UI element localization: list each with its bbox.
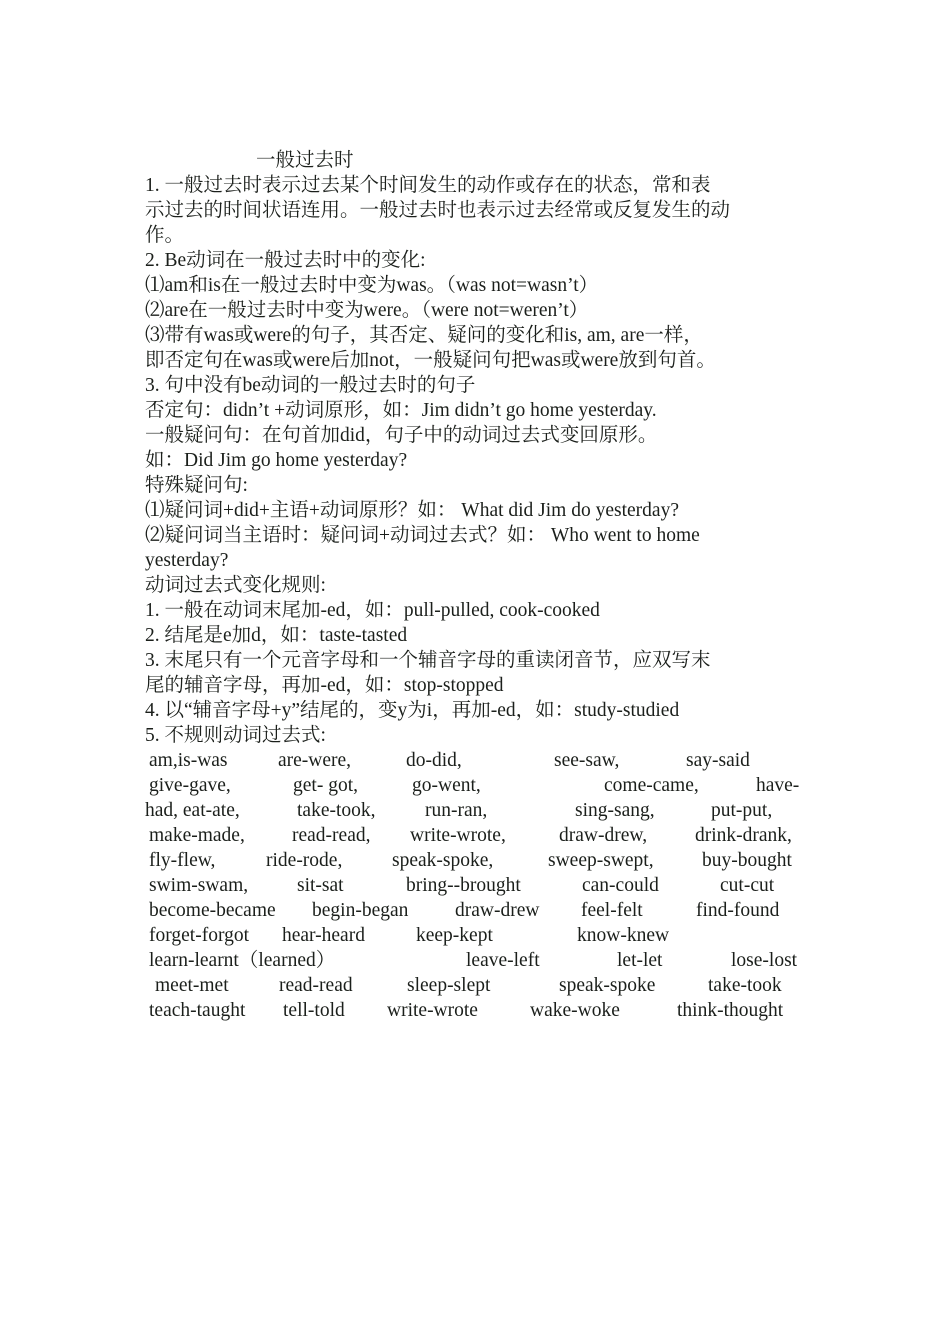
verb-pair: get- got, [293,775,358,796]
verb-pair: drink-drank, [695,825,792,846]
text-line: 1. 一般在动词末尾加-ed，如：pull-pulled, cook-cooked [145,600,600,621]
verb-pair: draw-drew, [559,825,648,846]
verb-pair: go-went, [412,775,481,796]
verb-pair: wake-woke [530,1000,620,1021]
verb-pair: tell-told [283,1000,345,1021]
verb-pair: know-knew [577,925,670,946]
verb-pair: swim-swam, [149,875,249,896]
verb-pair: can-could [582,875,659,896]
verb-pair: speak-spoke [559,975,656,996]
verb-pair: take-took, [297,800,376,821]
verb-pair: see-saw, [554,750,620,771]
verb-pair: give-gave, [149,775,231,796]
text-line: 作。 [145,225,185,246]
verb-pair: sing-sang, [575,800,655,821]
verb-pair: hear-heard [282,925,365,946]
verb-pair: lose-lost [731,950,798,971]
verb-pair: feel-felt [581,900,643,921]
text-line: 尾的辅音字母，再加-ed，如：stop-stopped [145,675,504,696]
text-line: 3. 末尾只有一个元音字母和一个辅音字母的重读闭音节，应双写末 [145,650,711,671]
verb-pair: forget-forgot [149,925,250,946]
text-line: 5. 不规则动词过去式: [145,725,326,746]
text-line: 4. 以“辅音字母+y”结尾的，变y为i，再加-ed，如：study-studied [145,700,680,721]
verb-pair: had, eat-ate, [145,800,240,821]
verb-pair: teach-taught [149,1000,246,1021]
verb-pair: run-ran, [425,800,488,821]
verb-pair: learn-learnt（learned） [149,950,336,971]
verb-pair: take-took [708,975,782,996]
verb-pair: do-did, [406,750,462,771]
verb-pair: bring--brought [406,875,521,896]
text-line: yesterday? [145,550,229,571]
verb-pair: think-thought [677,1000,784,1021]
verb-pair: ride-rode, [266,850,343,871]
text-line: 如：Did Jim go home yesterday? [145,450,408,471]
verb-pair: write-wrote [387,1000,478,1021]
text-line: ⑴am和is在一般过去时中变为was。（was not=wasn’t） [145,275,599,296]
text-line: ⑶带有was或were的句子，其否定、疑问的变化和is, am, are一样， [145,325,703,346]
text-line: 2. Be动词在一般过去时中的变化: [145,250,426,271]
verb-pair: say-said [686,750,750,771]
verb-pair: draw-drew [455,900,540,921]
verb-pair: fly-flew, [149,850,216,871]
verb-pair: have- [756,775,800,796]
verb-pair: sleep-slept [407,975,491,996]
verb-pair: meet-met [155,975,229,996]
text-line: 2. 结尾是e加d，如：taste-tasted [145,625,408,646]
text-line: 特殊疑问句: [145,475,248,496]
verb-pair: read-read, [292,825,371,846]
verb-pair: become-became [149,900,276,921]
text-line: ⑵疑问词当主语时：疑问词+动词过去式？如： Who went to home [145,525,700,546]
verb-pair: cut-cut [720,875,775,896]
verb-pair: am,is-was [149,750,228,771]
verb-pair: speak-spoke, [392,850,494,871]
verb-pair: put-put, [711,800,773,821]
verb-pair: are-were, [278,750,352,771]
verb-pair: let-let [617,950,663,971]
verb-pair: write-wrote, [410,825,506,846]
text-line: 一般疑问句：在句首加did，句子中的动词过去式变回原形。 [145,425,658,446]
verb-pair: read-read [279,975,353,996]
verb-pair: sweep-swept, [548,850,654,871]
verb-pair: keep-kept [416,925,493,946]
text-line: 动词过去式变化规则: [145,575,326,596]
verb-pair: begin-began [312,900,409,921]
page-title: 一般过去时 [256,150,354,171]
verb-pair: buy-bought [702,850,792,871]
verb-pair: make-made, [149,825,245,846]
verb-pair: leave-left [466,950,540,971]
text-line: 3. 句中没有be动词的一般过去时的句子 [145,375,476,396]
text-line: 即否定句在was或were后加not，一般疑问句把was或were放到句首。 [145,350,716,371]
text-line: ⑴疑问词+did+主语+动词原形？如： What did Jim do yesterday? [145,500,679,521]
text-line: 示过去的时间状语连用。一般过去时也表示过去经常或反复发生的动 [145,200,731,221]
verb-pair: find-found [696,900,780,921]
verb-pair: come-came, [604,775,699,796]
text-line: 否定句：didn’t +动词原形，如：Jim didn’t go home yesterday. [145,400,657,421]
verb-pair: sit-sat [297,875,344,896]
text-line: ⑵are在一般过去时中变为were。（were not=weren’t） [145,300,589,321]
text-line: 1. 一般过去时表示过去某个时间发生的动作或存在的状态，常和表 [145,175,711,196]
